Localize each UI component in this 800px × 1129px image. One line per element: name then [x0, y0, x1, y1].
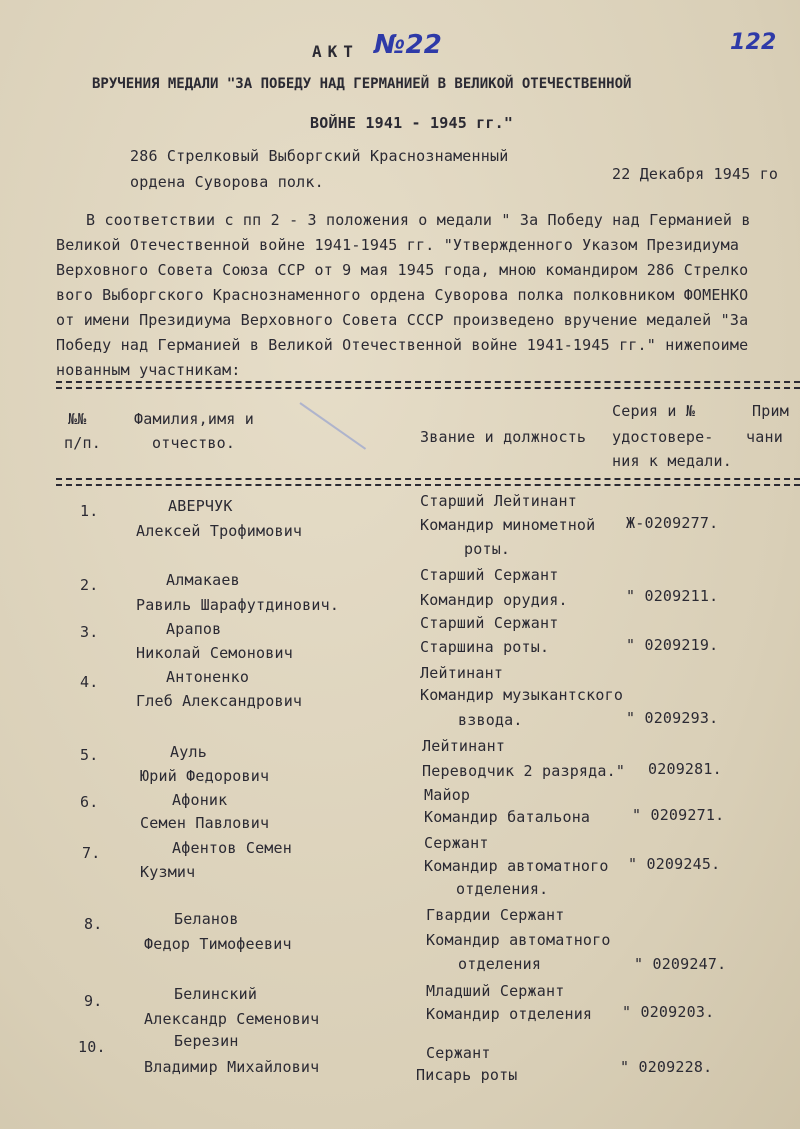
- row-4-position: Командир музыкантского: [420, 686, 624, 704]
- row-5-position: Переводчик 2 разряда.": [422, 762, 626, 780]
- row-3-given: Николай Семонович: [136, 644, 293, 662]
- header-note-1: Прим: [752, 402, 789, 420]
- header-serial-2: удостовере-: [612, 428, 714, 446]
- row-10-surname: Березин: [174, 1032, 239, 1050]
- row-7-surname: Афентов Семен: [172, 839, 292, 857]
- row-9-surname: Белинский: [174, 985, 258, 1003]
- pen-mark: [299, 402, 366, 450]
- header-note-2: чани: [746, 428, 783, 446]
- row-1-rank: Старший Лейтинант: [420, 492, 577, 510]
- body-line-1: В соответствии с пп 2 - 3 положения о медали " За Победу над Германией в: [86, 211, 751, 229]
- row-1-num: 1.: [80, 502, 99, 520]
- row-1-serial: Ж-0209277.: [626, 514, 719, 532]
- row-5-num: 5.: [80, 746, 99, 764]
- row-9-given: Александр Семенович: [144, 1010, 320, 1028]
- row-4-num: 4.: [80, 673, 99, 691]
- title-line-1: ВРУЧЕНИЯ МЕДАЛИ "ЗА ПОБЕДУ НАД ГЕРМАНИЕЙ В ВЕЛИКОЙ ОТЕЧЕСТВЕННОЙ: [92, 76, 632, 92]
- row-3-surname: Арапов: [166, 620, 222, 638]
- row-8-surname: Беланов: [174, 910, 239, 928]
- row-6-num: 6.: [80, 793, 99, 811]
- row-2-serial: " 0209211.: [626, 587, 719, 605]
- row-9-position: Командир отделения: [426, 1005, 593, 1023]
- title-line-2: ВОЙНЕ 1941 - 1945 гг.": [310, 114, 514, 132]
- header-name-2: отчество.: [152, 434, 236, 452]
- act-label: АКТ: [312, 42, 359, 61]
- unit-line-1: 286 Стрелковый Выборгский Краснознаменный: [130, 147, 509, 165]
- act-number-handwritten: №22: [374, 30, 443, 60]
- row-3-position: Старшина роты.: [420, 638, 550, 656]
- row-10-serial: " 0209228.: [620, 1058, 713, 1076]
- row-3-serial: " 0209219.: [626, 636, 719, 654]
- row-2-position: Командир орудия.: [420, 591, 568, 609]
- row-2-num: 2.: [80, 576, 99, 594]
- row-8-position-2: отделения: [458, 955, 542, 973]
- row-7-position-2: отделения.: [456, 880, 549, 898]
- row-6-given: Семен Павлович: [140, 814, 270, 832]
- row-4-position-2: взвода.: [458, 711, 523, 729]
- row-1-given: Алексей Трофимович: [136, 522, 303, 540]
- row-10-rank: Сержант: [426, 1044, 491, 1062]
- row-2-surname: Алмакаев: [166, 571, 240, 589]
- act-date: 22 Декабря 1945 го: [612, 165, 779, 183]
- separator-top-1: [56, 381, 800, 383]
- row-1-position: Командир минометной: [420, 516, 596, 534]
- separator-header-2: [56, 484, 800, 486]
- row-7-given: Кузмич: [140, 863, 196, 881]
- body-line-4: вого Выборгского Краснознаменного ордена Суворова полка полковником ФОМЕНКО: [56, 286, 749, 304]
- body-line-5: от имени Президиума Верховного Совета СССР произведено вручение медалей "За: [56, 311, 749, 329]
- row-8-rank: Гвардии Сержант: [426, 906, 565, 924]
- body-line-6: Победу над Германией в Великой Отечественной войне 1941-1945 гг." нижепоиме: [56, 336, 749, 354]
- row-6-surname: Афоник: [172, 791, 228, 809]
- row-8-serial: " 0209247.: [634, 955, 727, 973]
- row-2-given: Равиль Шарафутдинович.: [136, 596, 340, 614]
- header-num-1: №№: [68, 410, 87, 428]
- row-7-serial: " 0209245.: [628, 855, 721, 873]
- row-10-given: Владимир Михайлович: [144, 1058, 320, 1076]
- separator-header-1: [56, 478, 800, 480]
- row-7-rank: Сержант: [424, 834, 489, 852]
- row-9-serial: " 0209203.: [622, 1003, 715, 1021]
- row-10-num: 10.: [78, 1038, 106, 1056]
- header-rank: Звание и должность: [420, 428, 587, 446]
- row-3-num: 3.: [80, 623, 99, 641]
- row-6-position: Командир батальона: [424, 808, 591, 826]
- header-serial-1: Серия и №: [612, 402, 696, 420]
- row-2-rank: Старший Сержант: [420, 566, 559, 584]
- row-4-rank: Лейтинант: [420, 664, 504, 682]
- row-1-surname: АВЕРЧУК: [168, 497, 233, 515]
- header-serial-3: ния к медали.: [612, 452, 732, 470]
- row-4-given: Глеб Александрович: [136, 692, 303, 710]
- body-line-7: нованным участникам:: [56, 361, 241, 379]
- row-7-num: 7.: [82, 844, 101, 862]
- row-4-surname: Антоненко: [166, 668, 250, 686]
- row-8-num: 8.: [84, 915, 103, 933]
- row-4-serial: " 0209293.: [626, 709, 719, 727]
- row-8-given: Федор Тимофеевич: [144, 935, 292, 953]
- body-line-3: Верховного Совета Союза ССР от 9 мая 1945 года, мною командиром 286 Стрелко: [56, 261, 749, 279]
- row-5-given: Юрий Федорович: [140, 767, 270, 785]
- row-3-rank: Старший Сержант: [420, 614, 559, 632]
- row-5-surname: Ауль: [170, 743, 207, 761]
- page-number-handwritten: 122: [730, 30, 777, 55]
- row-10-position: Писарь роты: [416, 1066, 518, 1084]
- row-8-position: Командир автоматного: [426, 931, 611, 949]
- row-5-rank: Лейтинант: [422, 737, 506, 755]
- body-line-2: Великой Отечественной войне 1941-1945 гг. "Утвержденного Указом Президиума: [56, 236, 740, 254]
- header-name-1: Фамилия,имя и: [134, 410, 254, 428]
- row-9-rank: Младший Сержант: [426, 982, 565, 1000]
- header-num-2: п/п.: [64, 434, 101, 452]
- row-9-num: 9.: [84, 992, 103, 1010]
- row-6-rank: Майор: [424, 786, 471, 804]
- row-1-position-2: роты.: [464, 540, 511, 558]
- row-6-serial: " 0209271.: [632, 806, 725, 824]
- row-7-position: Командир автоматного: [424, 857, 609, 875]
- unit-line-2: ордена Суворова полк.: [130, 173, 324, 191]
- separator-top-2: [56, 387, 800, 389]
- row-5-serial: 0209281.: [648, 760, 722, 778]
